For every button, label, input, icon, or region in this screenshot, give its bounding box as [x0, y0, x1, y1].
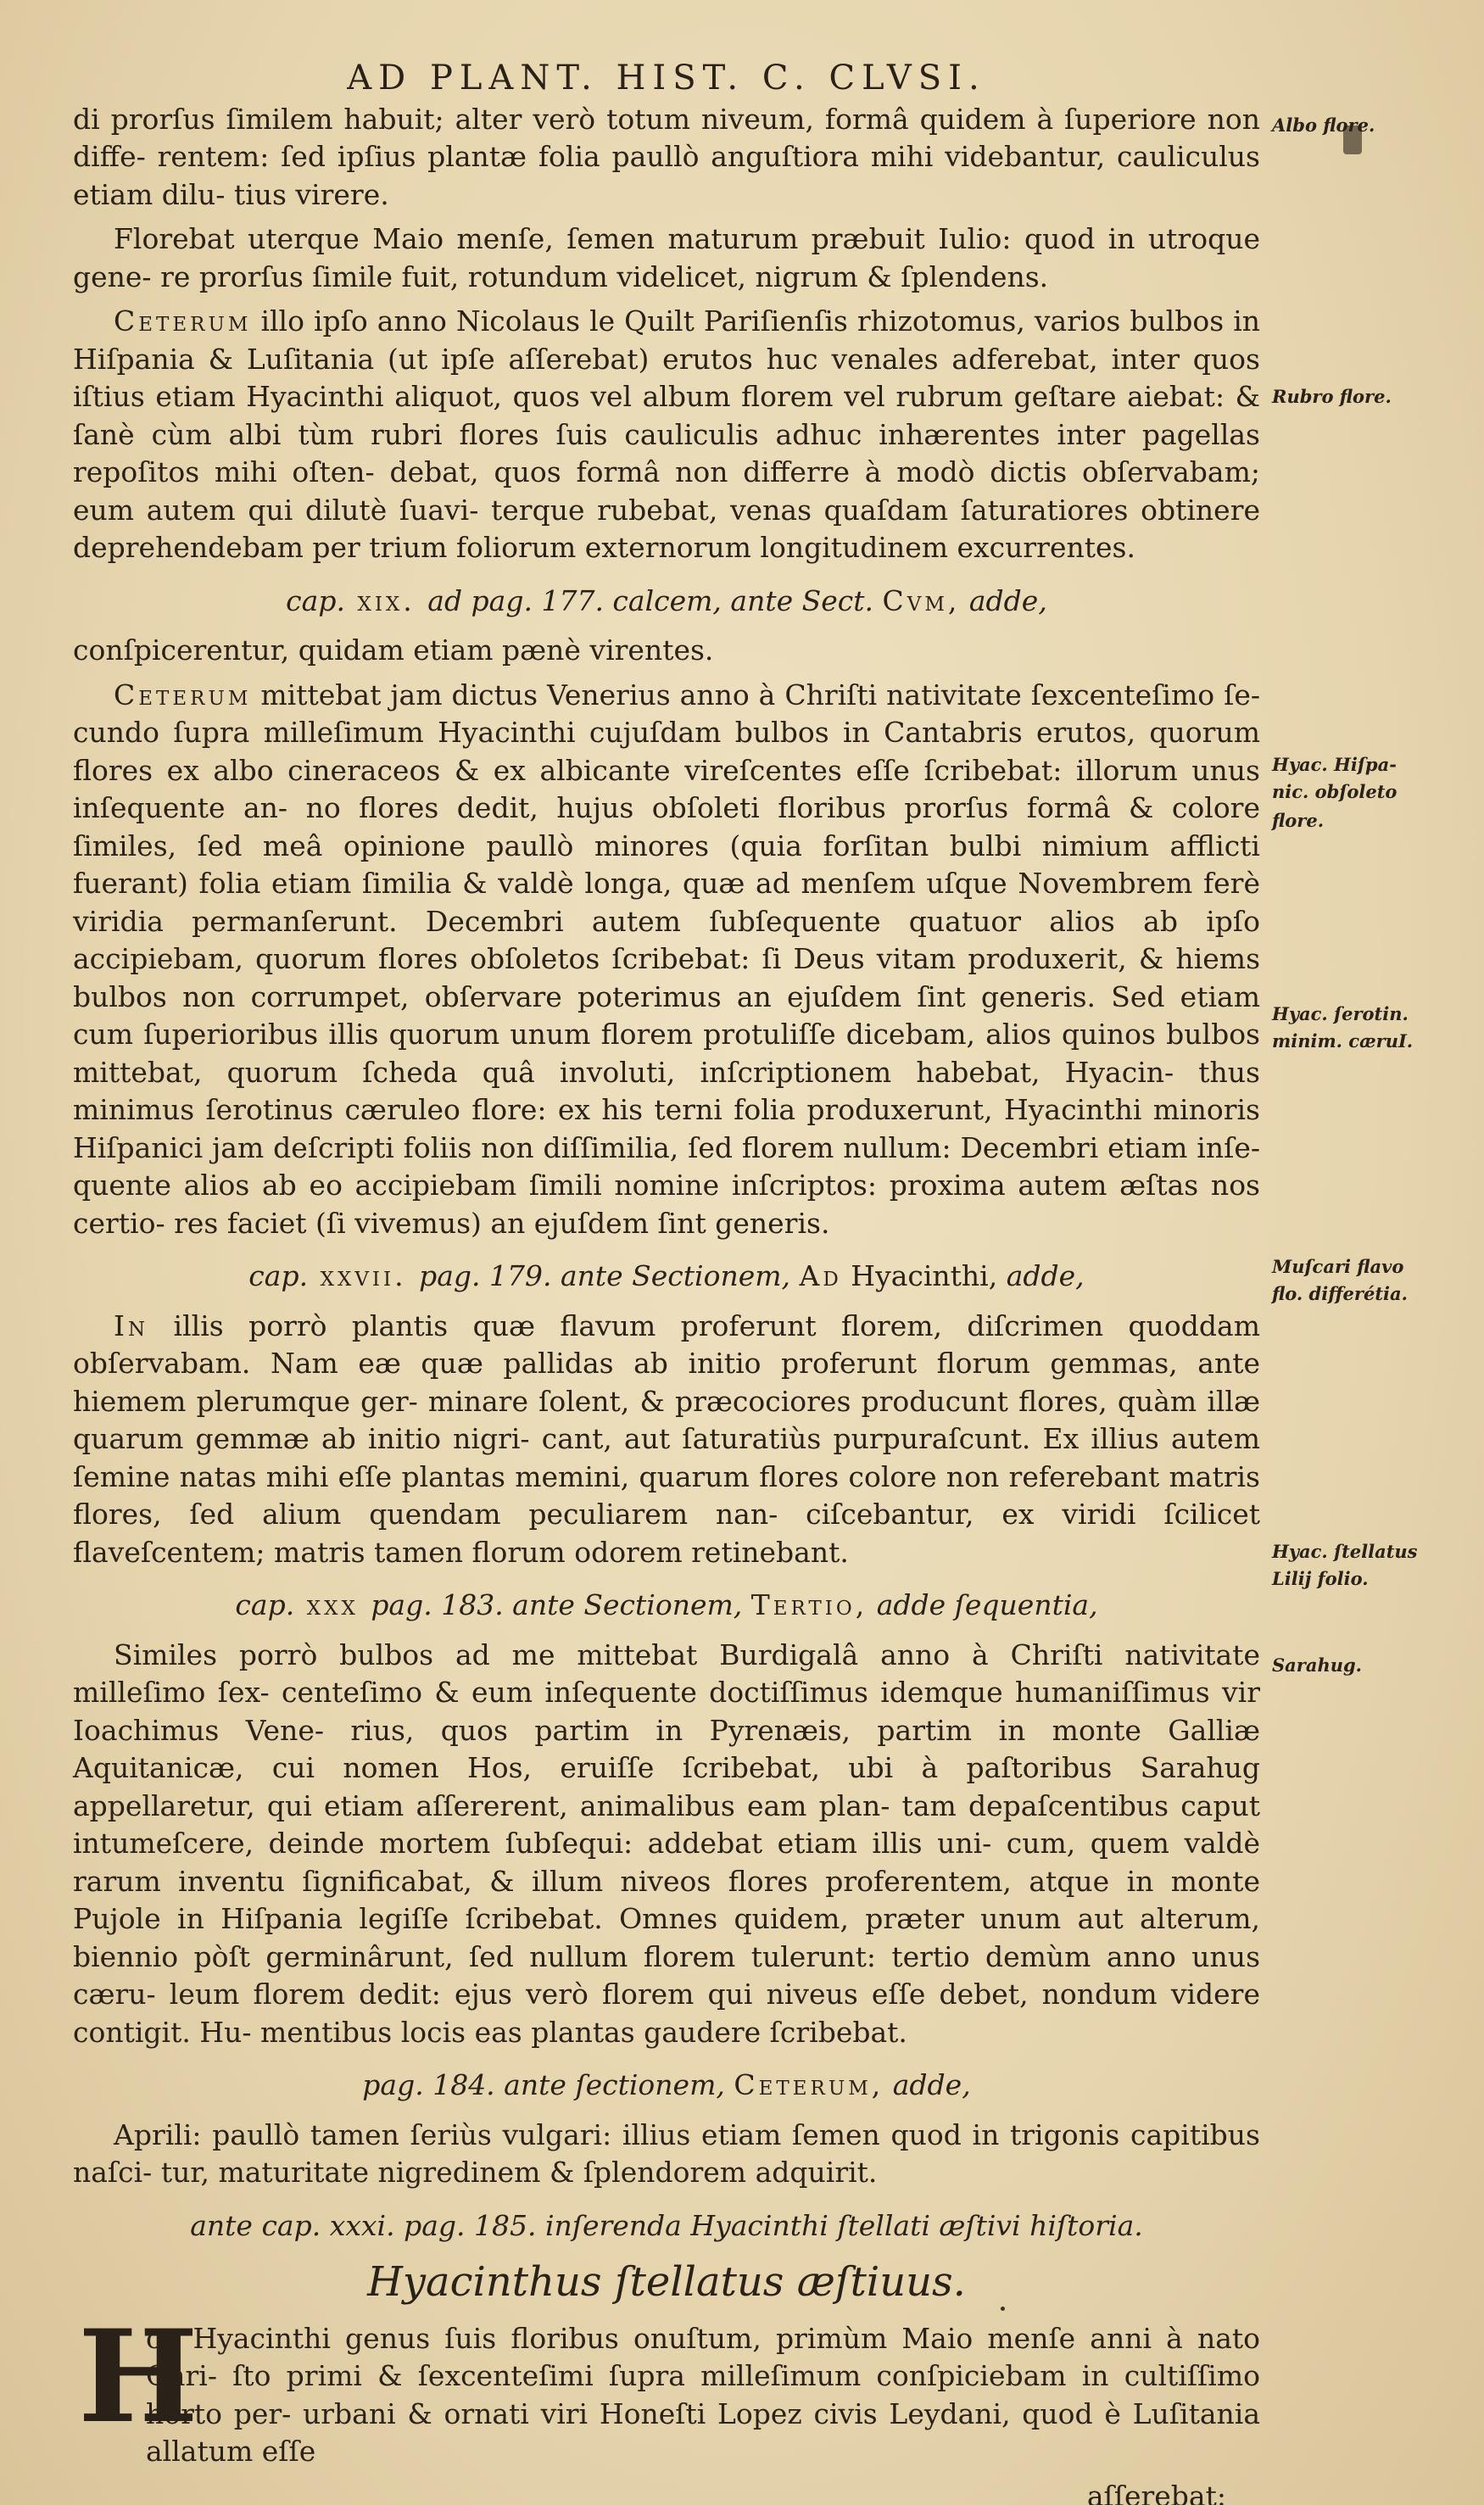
caption-number: xix. [344, 583, 428, 617]
caption-text: pag. 179. ante Sectionem, [419, 1259, 800, 1292]
caption-keyword: Cvm, [882, 583, 961, 617]
marginal-note-hyac-hispanic-line2: nic. obſoleto [1272, 781, 1398, 802]
section-caption-xxx [73, 1587, 1260, 1625]
main-text-column [73, 53, 1260, 2505]
paragraph-albo-flore: di prorſus ſimilem habuit; alter verò totum niveum, formâ quidem à ſuperiore non diffe- rentem: ſed ipſius plantæ folia paullò anguſtiora mihi videbantur, cauliculus etiam dilu- tius virere. [73, 102, 1260, 211]
caption-number: xxx [294, 1588, 371, 1621]
caption-number: xxvii. [308, 1259, 420, 1292]
marginal-note-hyac-stellatus-line1: Hyac. ſtellatus [1272, 1541, 1418, 1562]
marginal-note-muscari-line2: flo. differétia. [1272, 1283, 1408, 1304]
lead-word: In [114, 1308, 149, 1342]
paragraph-burdigala: Similes porrò bulbos ad me mittebat Burdigalâ anno à Chriſti nativitate milleſimo ſex- centeſimo & eum inſequente doctiſſimus idemque humaniſſimus vir Ioachimus Vene- rius, quos partim in Pyrenæis, partim in monte Galliæ Aquitanicæ, cui nomen Hos, eruiſſe ſcribebat, ubi à paſtoribus Sarahug appellaretur, qui etiam aſſererent, animalibus eam plan- tam depaſcentibus caput intumeſcere, deinde mortem ſubſequi: addebat etiam illis uni- cum, quem valdè rarum inventu ſignificabat, & illum niveos flores proferentem, atque in monte Pujole in Hiſpania legiſſe ſcribebat. Omnes quidem, præter unum aut alterum, biennio pòſt germinârunt, ſed nullum florem tulerunt: tertio demùm anno unus cæru- leum florem dedit: ejus verò florem qui niveus eſſe debet, nondum videre contigit. Hu- mentibus locis eas plantas gaudere ſcribebat. [73, 1637, 1260, 2049]
paragraph-hyacinthus-stellatus [73, 2301, 1260, 2471]
marginal-note-hyac-hispanic-line1: Hyac. Hiſpa- [1272, 754, 1397, 775]
caption-cap: cap. [235, 1588, 295, 1621]
paragraph-venerius [73, 677, 1260, 1243]
paragraph-text: mittebat jam dictus Venerius anno à Chriſti nativitate ſexcenteſimo ſe- cundo ſupra milleſimum Hyacinthi cujuſdam bulbos in Cantabris erutos, quorum flores ex albo cineraceos & ex albicante vireſcentes eſſe ſcribebat: illorum unus inſequente an- no flores dedit, hujus obſoleti floribus prorſus formâ & colore ſimiles, ſed meâ opinione paullò minores (quia forſitan bulbi nimium afflicti fuerant) folia etiam ſimilia & valdè longa, quæ ad menſem uſque Novembrem ferè viridia permanſerunt. Decembri autem ſubſequente quatuor alios ab ipſo accipiebam, quorum flores obſoletos ſcribebat: ſi Deus vitam produxerit, & hiems bulbos non corrumpet, obſervare poterimus an ejuſdem ſint generis. Sed etiam cum ſuperioribus illis quorum unum florem protuliſſe dicebam, alios quinos bulbos mittebat, quorum ſcheda quâ involuti, inſcriptionem habebat, Hyacin- thus minimus ſerotinus cæruleo flore: ex his terni folia produxerunt, Hyacinthi minoris Hiſpanici jam deſcripti foliis non diſſimilia, ſed florem nullum: Decembri etiam inſe- quente alios ab eo accipiebam ſimili nomine inſcriptos: proxima autem æſtas nos certio- res faciet (ſi vivemus) an ejuſdem ſint generis. [73, 678, 1260, 1240]
caption-text: pag. 183. ante Sectionem, [371, 1588, 751, 1621]
caption-cap: cap. [286, 583, 345, 617]
marginal-note-sarahug: Sarahug. [1272, 1654, 1362, 1676]
marginal-note-hyac-serotinus-line2: minim. cæruI. [1272, 1030, 1414, 1052]
lead-word: Ceterum [114, 678, 252, 711]
marginal-note-hyac-hispanic-line3: flore. [1272, 810, 1325, 831]
caption-cap: cap. [248, 1259, 309, 1292]
paragraph-quilt [73, 303, 1260, 567]
paragraph-florebat: Florebat uterque Maio menſe, ſemen maturum præbuit Iulio: quod in utroque gene- re prorſus ſimile fuit, rotundum videlicet, nigrum & ſplendens. [73, 222, 1260, 293]
caption-keyword: Tertio, [750, 1588, 868, 1621]
lead-word: Ceterum [114, 304, 252, 338]
paragraph-conspicerentur: conſpicerentur, quidam etiam pænè virentes. [73, 633, 714, 667]
paragraph-flavum [73, 1308, 1260, 1572]
section-caption-xix [73, 583, 1260, 621]
species-title: Hyacinthus ſtellatus æſtiuus. [367, 2258, 966, 2306]
section-caption-xxxi: ante cap. xxxi. pag. 185. inſerenda Hyacinthi ſtellati æſtivi hiſtoria. [190, 2208, 1143, 2242]
caption-end: adde, [1006, 1259, 1085, 1292]
marginal-note-albo-flore: Albo flore. [1272, 114, 1375, 136]
caption-text: pag. 184. ante ſectionem, [362, 2068, 734, 2101]
marginal-note-hyac-serotinus-line1: Hyac. ſerotin. [1272, 1003, 1409, 1024]
running-head: AD PLANT. HIST. C. CLVSI. [347, 59, 986, 98]
section-caption-184 [73, 2067, 1260, 2105]
drop-cap-initial: H [78, 2301, 198, 2452]
caption-text: ad pag. 177. calcem, ante Sect. [427, 583, 883, 617]
caption-end: adde, [960, 583, 1047, 617]
marginal-note-muscari-line1: Muſcari flavo [1272, 1256, 1404, 1277]
caption-mid: Hyacinthi, [841, 1259, 1007, 1292]
catchword-line: aſſerebat: [1086, 2479, 1226, 2505]
paragraph-text: oc Hyacinthi genus ſuis floribus onuſtum, primùm Maio menſe anni à nato Chri- ſto primi & ſexcenteſimi ſupra milleſimum conſpiciebam in cultiſſimo horto per- urbani & ornati viri Honeſti Lopez civis Leydani, quod è Luſitania allatum eſſe [146, 2321, 1260, 2468]
section-caption-xxvii [73, 1258, 1260, 1296]
caption-end: adde ſequentia, [868, 1588, 1098, 1621]
paragraph-aprili: Aprili: paullò tamen ſeriùs vulgari: illius etiam ſemen quod in trigonis capitibus naſci- tur, maturitate nigredinem & ſplendorem adquirit. [73, 2117, 1260, 2189]
caption-keyword: Ceterum, [734, 2068, 884, 2101]
ink-speck [1001, 2307, 1005, 2311]
paragraph-text: illo ipſo anno Nicolaus le Quilt Pariſienſis rhizotomus, varios bulbos in Hiſpania & Luſitania (ut ipſe aſſerebat) erutos huc venales adferebat, inter quos iſtius etiam Hyacinthi aliquot, quos vel album florem vel rubrum geſtare aiebat: & ſanè cùm albi tùm rubri flores ſuis cauliculis adhuc inhærentes inter pagellas repoſitos mihi oſten- debat, quos formâ non differre à modò dictis obſervabam; eum autem qui dilutè ſuavi- terque rubebat, venas quaſdam ſaturatiores obtinere deprehendebam per trium foliorum externorum longitudinem excurrentes. [73, 304, 1260, 564]
marginal-note-rubro-flore: Rubro flore. [1272, 386, 1392, 407]
caption-keyword: Ad [799, 1259, 842, 1292]
caption-end: adde, [884, 2068, 971, 2101]
marginal-note-hyac-stellatus-line2: Lilij folio. [1272, 1568, 1369, 1589]
paragraph-text: illis porrò plantis quæ flavum proferunt florem, diſcrimen quoddam obſervabam. Nam eæ quæ pallidas ab initio proferunt florum gemmas, ante hiemem plerumque ger- minare ſolent, & præcociores producunt flores, quàm illæ quarum gemmæ ab initio nigri- cant, aut ſaturatiùs purpuraſcunt. Ex illius autem ſemine natas mihi eſſe plantas memini, quarum flores colore non referebant matris flores, ſed alium quendam peculiarem nan- ciſcebantur, ex viridi ſcilicet flaveſcentem; matris tamen florum odorem retinebant. [73, 1308, 1260, 1569]
